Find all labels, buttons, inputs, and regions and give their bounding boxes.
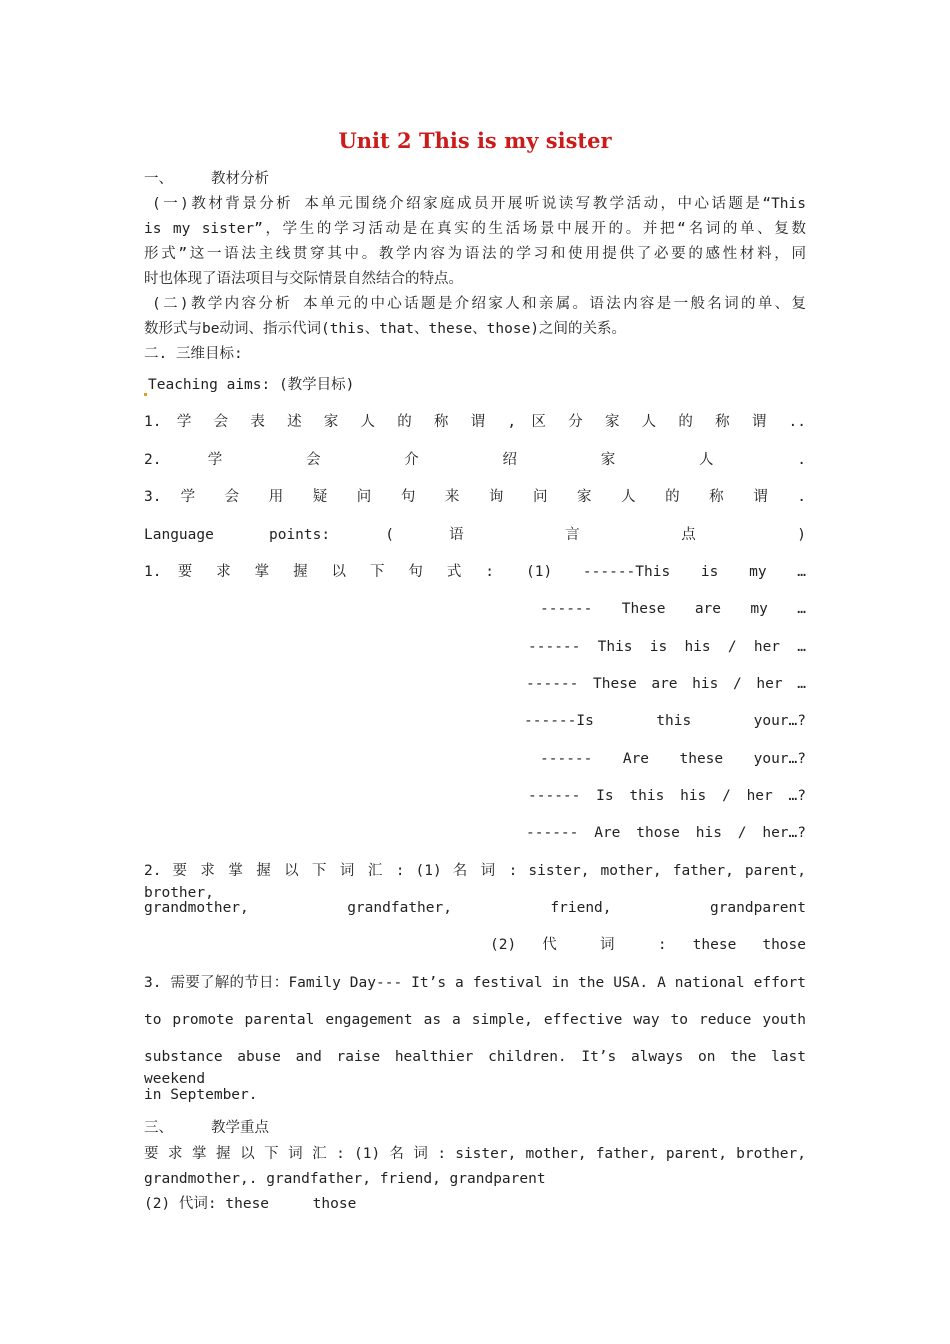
sentence-pattern: ------Is this your…?	[524, 713, 806, 729]
paragraph-line: 时也体现了语法项目与交际情景自然结合的特点。	[144, 271, 463, 287]
aim-line: 3. 学 会 用 疑 问 句 来 询 问 家 人 的 称 谓 .	[144, 489, 806, 505]
teaching-aims-label: Teaching aims: (教学目标)	[144, 374, 806, 396]
paragraph-line: 数形式与be动词、指示代词(this、that、these、those)之间的关系。	[144, 321, 627, 337]
paragraph-line: 形式”这一语法主线贯穿其中。教学内容为语法的学习和使用提供了必要的感性材料，同	[144, 246, 806, 262]
section-3-title: 教学重点	[211, 1120, 269, 1136]
section-1-title: 教材分析	[211, 171, 269, 187]
sentence-pattern: ------ These are his / her …	[526, 676, 806, 692]
section-1-heading	[144, 168, 806, 190]
language-points-label: Language points: ( 语 言 点 )	[144, 527, 806, 543]
vocab-line: 2. 要 求 掌 握 以 下 词 汇 : (1) 名 词 : sister, mother, father, parent, brother,	[144, 863, 806, 901]
sentence-pattern: ------ These are my …	[540, 601, 806, 617]
section-2-heading: 二. 三维目标:	[144, 346, 243, 362]
paragraph-line: (二)教学内容分析 本单元的中心话题是介绍家人和亲属。语法内容是一般名词的单、复	[152, 296, 806, 312]
section-3-number: 三、	[144, 1120, 173, 1136]
sentence-pattern: ------ Are these your…?	[540, 751, 806, 767]
key-point-line: (2) 代词: these those	[144, 1196, 357, 1212]
vocab-line: grandmother, grandfather, friend, grandparent	[144, 900, 806, 916]
sentence-pattern: ------ Are those his / her…?	[526, 825, 806, 841]
sentence-pattern: ------ This is his / her …	[528, 639, 806, 655]
sentence-pattern: ------ Is this his / her …?	[528, 788, 806, 804]
section-1-number: 一、	[144, 171, 173, 187]
item-1-label: 1. 要 求 掌 握 以 下 句 式 :	[144, 564, 494, 580]
aim-line: 1. 学 会 表 述 家 人 的 称 谓 , 区 分 家 人 的 称 谓 ..	[144, 414, 806, 430]
document-title: Unit 2 This is my sister	[338, 128, 612, 153]
key-point-line: 要 求 掌 握 以 下 词 汇 : (1) 名 词 : sister, mother, father, parent, brother,	[144, 1146, 806, 1162]
key-point-line: grandmother,. grandfather, friend, grandparent	[144, 1171, 546, 1187]
festival-line: in September.	[144, 1087, 258, 1103]
vocab-line: (2) 代 词 : these those	[490, 937, 806, 953]
paragraph-line: is my sister”，学生的学习活动是在真实的生活场景中展开的。并把“名词的单、复数	[144, 221, 806, 237]
paragraph-line: (一)教材背景分析 本单元围绕介绍家庭成员开展听说读写教学活动，中心话题是“This	[152, 196, 806, 212]
festival-line: substance abuse and raise healthier children. It’s always on the last weekend	[144, 1049, 806, 1087]
aim-line: 2. 学 会 介 绍 家 人 .	[144, 452, 806, 468]
sentence-pattern: (1) ------This is my …	[526, 564, 806, 580]
section-3-heading	[144, 1117, 806, 1139]
festival-line: 3. 需要了解的节日：Family Day--- It’s a festival in the USA. A national effort	[144, 975, 806, 991]
festival-line: to promote parental engagement as a simple, effective way to reduce youth	[144, 1012, 806, 1028]
